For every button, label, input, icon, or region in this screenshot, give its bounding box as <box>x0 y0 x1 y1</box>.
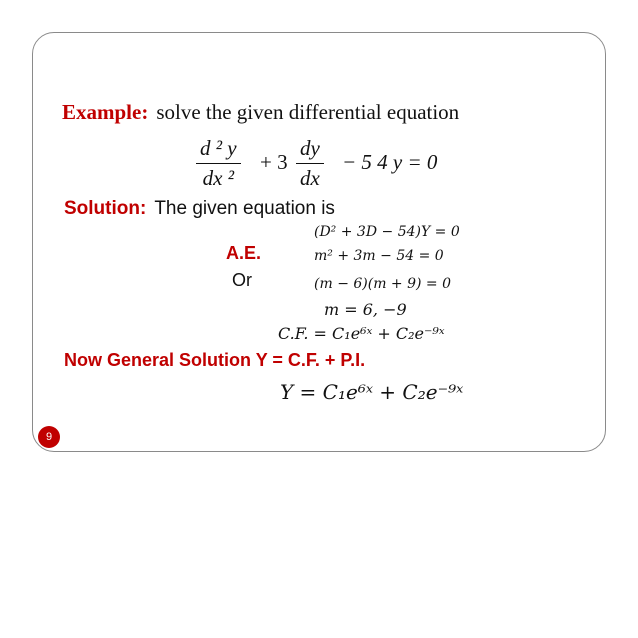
or-label: Or <box>232 270 252 290</box>
fraction-denominator: dx ² <box>202 166 234 190</box>
solution-row <box>64 198 335 220</box>
fraction-dy-dx <box>296 136 324 191</box>
ae-label: A.E. <box>226 243 262 263</box>
final-solution: Y = C₁e⁶ˣ + C₂e⁻⁹ˣ <box>280 380 464 404</box>
example-label: Example: <box>62 100 149 124</box>
auxiliary-equation: m² + 3m − 54 = 0 <box>314 248 444 264</box>
roots-equation: m = 6, −9 <box>324 300 407 319</box>
fraction-numerator: dy <box>300 136 320 160</box>
operator-form-equation: (D² + 3D − 54)Y = 0 <box>314 224 460 240</box>
factored-equation: (m − 6)(m + 9) = 0 <box>314 276 452 292</box>
fraction-numerator: d ² y <box>200 136 237 160</box>
fraction-d2y-dx2 <box>196 136 241 191</box>
example-text: solve the given differential equation <box>156 100 460 124</box>
equation-remainder: − 5 4 y = 0 <box>342 150 438 174</box>
example-row <box>62 100 459 125</box>
fraction-denominator: dx <box>300 166 320 190</box>
page-number-badge: 9 <box>38 426 60 448</box>
fraction-bar <box>196 163 241 164</box>
fraction-bar <box>296 163 324 164</box>
complementary-function: C.F. = C₁e⁶ˣ + C₂e⁻⁹ˣ <box>278 324 445 343</box>
general-solution-heading: Now General Solution Y = C.F. + P.I. <box>64 350 366 370</box>
equation-plus-three: + 3 <box>260 150 288 174</box>
solution-label: Solution: <box>64 198 147 219</box>
solution-text: The given equation is <box>154 198 335 219</box>
